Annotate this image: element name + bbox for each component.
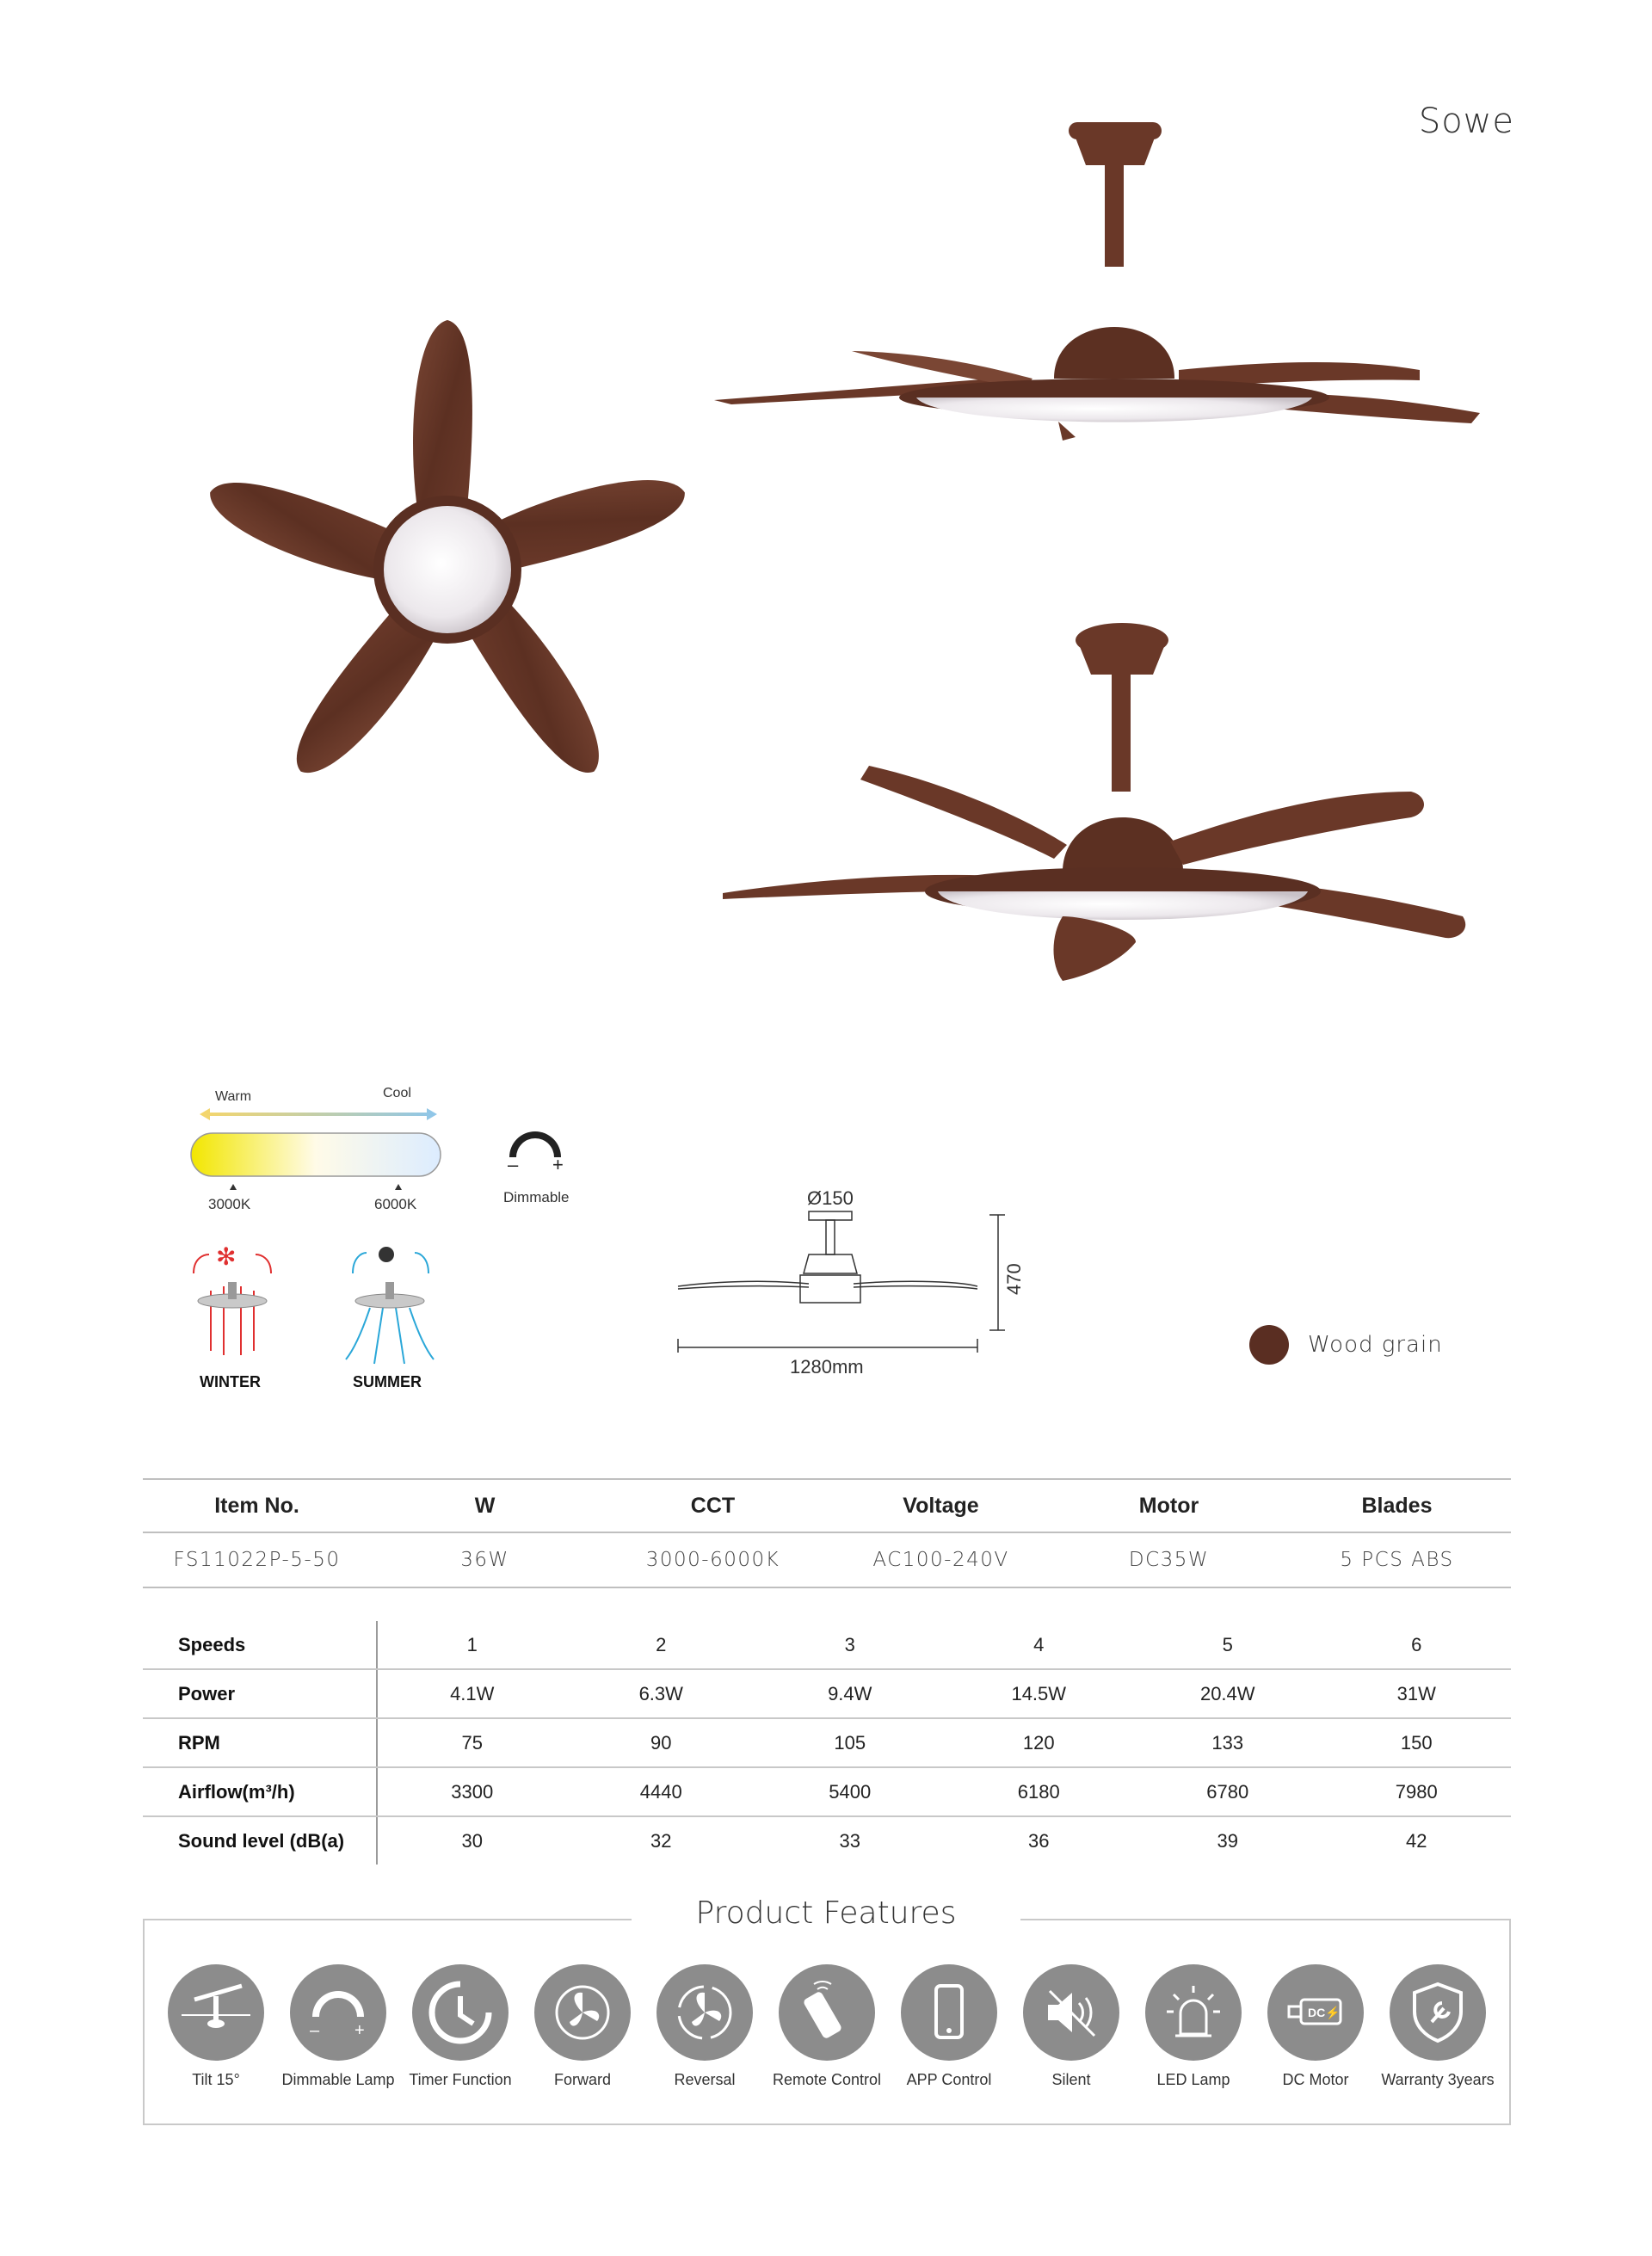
spec-value-cell: 36W xyxy=(460,1549,509,1571)
feature-label: Tilt 15° xyxy=(192,2071,240,2088)
svg-text:–: – xyxy=(310,2021,320,2040)
reversal-icon xyxy=(656,1964,753,2061)
cell: 90 xyxy=(650,1731,672,1754)
spec-value-cell: 5 PCS ABS xyxy=(1340,1549,1454,1571)
svg-text:–: – xyxy=(508,1154,519,1175)
k-high-label: 6000K xyxy=(374,1196,417,1212)
cell: 5400 xyxy=(829,1780,872,1803)
feature-label: LED Lamp xyxy=(1156,2071,1230,2088)
speed-row-sound xyxy=(143,1817,1511,1865)
height-label: 470 xyxy=(1003,1263,1025,1295)
feature-label: DC Motor xyxy=(1282,2071,1349,2088)
width-label: 1280mm xyxy=(790,1356,864,1378)
feature-label: Forward xyxy=(553,2071,611,2088)
spec-header-cell: Motor xyxy=(1138,1493,1199,1518)
cell: 32 xyxy=(650,1829,672,1852)
summer-mode-graphic xyxy=(336,1239,447,1394)
feature-label: Reversal xyxy=(674,2071,736,2088)
cell: 39 xyxy=(1217,1829,1238,1852)
cell: 150 xyxy=(1400,1731,1433,1754)
led-icon xyxy=(1145,1964,1242,2061)
wood-grain-swatch xyxy=(1249,1325,1289,1365)
row-label: RPM xyxy=(143,1719,378,1766)
cell: 6780 xyxy=(1206,1780,1249,1803)
spec-value-cell: 3000-6000K xyxy=(645,1549,780,1571)
cell: 33 xyxy=(839,1829,860,1852)
speed-row-power xyxy=(143,1670,1511,1719)
cell: 3300 xyxy=(451,1780,494,1803)
row-label: Power xyxy=(143,1670,378,1717)
cell: 4 xyxy=(1033,1633,1045,1655)
speed-table xyxy=(143,1621,1511,1865)
spec-header-row xyxy=(143,1480,1511,1532)
svg-text:DC⚡: DC⚡ xyxy=(1308,2006,1341,2019)
fan-side-view-image-1 xyxy=(714,120,1489,447)
cell: 6180 xyxy=(1017,1780,1060,1803)
warm-label: Warm xyxy=(215,1089,252,1104)
winter-label: WINTER xyxy=(200,1373,261,1390)
cell: 7980 xyxy=(1395,1780,1438,1803)
feature-remote xyxy=(766,1964,888,2089)
cell: 4440 xyxy=(639,1780,682,1803)
cell: 3 xyxy=(844,1633,855,1655)
speed-row-speeds xyxy=(143,1621,1511,1670)
features-title: Product Features xyxy=(695,1895,957,1931)
feature-label: Timer Function xyxy=(409,2071,512,2088)
feature-timer xyxy=(399,1964,521,2089)
tilt-icon xyxy=(168,1964,264,2061)
silent-icon xyxy=(1023,1964,1119,2061)
feature-dc-motor xyxy=(1254,1964,1377,2089)
cell: 20.4W xyxy=(1199,1682,1255,1704)
wood-grain-label: Wood grain xyxy=(1308,1332,1443,1358)
feature-label: Remote Control xyxy=(772,2071,882,2088)
remote-icon xyxy=(779,1964,875,2061)
cell: 31W xyxy=(1396,1682,1436,1704)
row-label: Speeds xyxy=(143,1621,378,1668)
cell: 42 xyxy=(1406,1829,1427,1852)
warranty-icon xyxy=(1390,1964,1486,2061)
feature-label: APP Control xyxy=(906,2071,992,2088)
fan-side-view-image-2 xyxy=(723,619,1480,981)
spec-value-row xyxy=(143,1533,1511,1587)
spec-header-cell: Voltage xyxy=(903,1493,979,1518)
feature-dimmable-lamp xyxy=(277,1964,399,2089)
spec-header-cell: CCT xyxy=(690,1493,736,1518)
features-row xyxy=(155,1964,1499,2089)
cell: 1 xyxy=(466,1633,478,1655)
feature-warranty xyxy=(1377,1964,1499,2089)
dimmable-label: Dimmable xyxy=(503,1189,570,1205)
diameter-label: Ø150 xyxy=(807,1187,854,1209)
cell: 30 xyxy=(461,1829,483,1852)
spec-table xyxy=(143,1478,1511,1588)
cell: 6 xyxy=(1411,1633,1422,1655)
feature-label: Warranty 3years xyxy=(1381,2071,1495,2088)
cell: 105 xyxy=(834,1731,866,1754)
fan-top-view-image xyxy=(155,258,740,843)
cell: 36 xyxy=(1028,1829,1050,1852)
color-temperature-graphic xyxy=(172,1080,465,1217)
spec-header-cell: W xyxy=(474,1493,496,1518)
feature-silent xyxy=(1010,1964,1132,2089)
feature-led xyxy=(1132,1964,1254,2089)
timer-icon xyxy=(412,1964,509,2061)
dimension-drawing xyxy=(671,1179,1041,1385)
speed-row-airflow xyxy=(143,1768,1511,1817)
row-label: Sound level (dB(a) xyxy=(143,1817,378,1865)
cell: 120 xyxy=(1022,1731,1055,1754)
cell: 4.1W xyxy=(450,1682,495,1704)
feature-label: Dimmable Lamp xyxy=(281,2071,395,2088)
cell: 6.3W xyxy=(638,1682,683,1704)
cell: 2 xyxy=(656,1633,667,1655)
spec-value-cell: AC100-240V xyxy=(872,1549,1009,1571)
forward-icon xyxy=(534,1964,631,2061)
cell: 133 xyxy=(1211,1731,1244,1754)
feature-app xyxy=(888,1964,1010,2089)
cell: 9.4W xyxy=(828,1682,872,1704)
svg-text:+: + xyxy=(552,1154,564,1175)
dimmable-icon xyxy=(290,1964,386,2061)
cell: 14.5W xyxy=(1011,1682,1067,1704)
feature-label: Silent xyxy=(1051,2071,1091,2088)
spec-header-cell: Blades xyxy=(1361,1493,1433,1518)
speed-row-rpm xyxy=(143,1719,1511,1768)
svg-text:✻: ✻ xyxy=(216,1243,237,1270)
spec-value-cell: DC35W xyxy=(1128,1549,1210,1571)
svg-text:+: + xyxy=(354,2021,365,2040)
cell: 75 xyxy=(461,1731,483,1754)
spec-value-cell: FS11022P-5-50 xyxy=(173,1549,341,1571)
dimmable-icon xyxy=(490,1114,594,1217)
winter-mode-graphic xyxy=(176,1239,288,1394)
summer-label: SUMMER xyxy=(353,1373,422,1390)
cool-label: Cool xyxy=(383,1086,411,1100)
dc-motor-icon xyxy=(1267,1964,1364,2061)
spec-header-cell: Item No. xyxy=(214,1493,299,1518)
feature-tilt xyxy=(155,1964,277,2089)
k-low-label: 3000K xyxy=(208,1196,251,1212)
feature-reversal xyxy=(644,1964,766,2089)
product-title: Sowe xyxy=(1418,102,1514,141)
feature-forward xyxy=(521,1964,644,2089)
cell: 5 xyxy=(1222,1633,1233,1655)
row-label: Airflow(m³/h) xyxy=(143,1768,378,1815)
app-icon xyxy=(901,1964,997,2061)
